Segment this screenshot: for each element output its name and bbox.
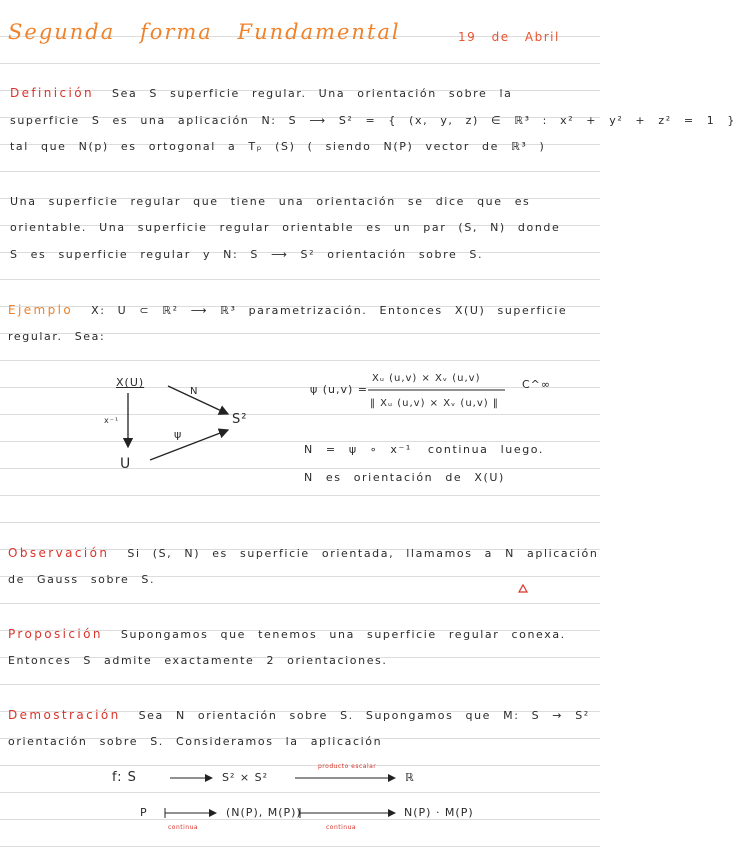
psi-denominator: ‖ Xᵤ (u,v) × Xᵥ (u,v) ‖ [370, 398, 499, 409]
proposicion-line-1 [8, 627, 566, 641]
map-result: N(P) · M(P) [404, 806, 474, 819]
demostracion-line-1 [8, 708, 590, 722]
observacion-text-1: Si (S, N) es superficie orientada, llamamos a N aplicación [127, 547, 599, 560]
ejemplo-text-1: X: U ⊂ ℝ² ⟶ ℝ³ parametrización. Entonces X(U) superficie [91, 304, 568, 317]
map-label-continua-1: continua [168, 824, 199, 831]
red-triangle-mark [519, 585, 527, 592]
map-f-domain: f: S [112, 770, 137, 785]
map-label-producto-escalar: producto escalar [318, 763, 377, 770]
map-label-continua-2: continua [326, 824, 357, 831]
diagram-arrow-bottom-label: ψ [174, 428, 183, 441]
page-title: Segunda forma Fundamental [8, 20, 401, 44]
demostracion-line-2: orientación sobre S. Consideramos la aplicación [8, 735, 383, 748]
diagram-bottom-left: U [120, 456, 132, 472]
proposicion-text-1: Supongamos que tenemos una superficie regular conexa. [120, 628, 566, 641]
orientable-line-2: orientable. Una superficie regular orientable es un par (S, N) donde [10, 221, 561, 234]
page-date: 19 de Abril [458, 30, 560, 44]
ejemplo-header: Ejemplo [8, 303, 74, 317]
diagram-arrow-bottom [150, 430, 228, 460]
psi-numerator: Xᵤ (u,v) × Xᵥ (u,v) [372, 373, 481, 384]
n-definition-line [304, 443, 544, 456]
definicion-line-3: tal que N(p) es ortogonal a Tₚ (S) ( siendo N(P) vector de ℝ³ ) [10, 140, 546, 153]
diagram-right: S² [232, 412, 248, 427]
n-definition-text: continua luego. [427, 443, 545, 456]
proposicion-header: Proposición [8, 627, 103, 641]
map-codomain: ℝ [405, 771, 415, 784]
n-definition-formula: N = ψ ∘ x⁻¹ [304, 443, 412, 456]
n-orientation-line: N es orientación de X(U) [304, 471, 505, 484]
ejemplo-line-2: regular. Sea: [8, 330, 106, 343]
definicion-line-2: superficie S es una aplicación N: S ⟶ S² = { (x, y, z) ∈ ℝ³ : x² + y² + z² = 1 } [10, 114, 736, 127]
psi-lhs: ψ (u,v) = [310, 383, 369, 396]
observacion-line-1 [8, 546, 598, 560]
orientable-line-1: Una superficie regular que tiene una orientación se dice que es [10, 195, 531, 208]
diagram-arrow-top-label: N [190, 386, 199, 397]
map-middle-space: S² × S² [222, 771, 268, 784]
diagram-arrow-left-label: x⁻¹ [104, 416, 120, 425]
observacion-header: Observación [8, 546, 110, 560]
diagram-top-left: X(U) [116, 376, 145, 389]
psi-class: C^∞ [522, 378, 552, 391]
orientable-line-3: S es superficie regular y N: S ⟶ S² orientación sobre S. [10, 248, 484, 261]
demostracion-header: Demostración [8, 708, 121, 722]
definicion-text-1: Sea S superficie regular. Una orientación sobre la [112, 87, 513, 100]
proposicion-line-2: Entonces S admite exactamente 2 orientaciones. [8, 654, 388, 667]
demostracion-text-1: Sea N orientación sobre S. Supongamos que M: S → S² [138, 709, 590, 722]
definicion-header: Definición [10, 86, 94, 100]
observacion-line-2: de Gauss sobre S. [8, 573, 156, 586]
map-point-p: P [140, 806, 148, 819]
map-pair: (N(P), M(P)) [226, 806, 302, 819]
